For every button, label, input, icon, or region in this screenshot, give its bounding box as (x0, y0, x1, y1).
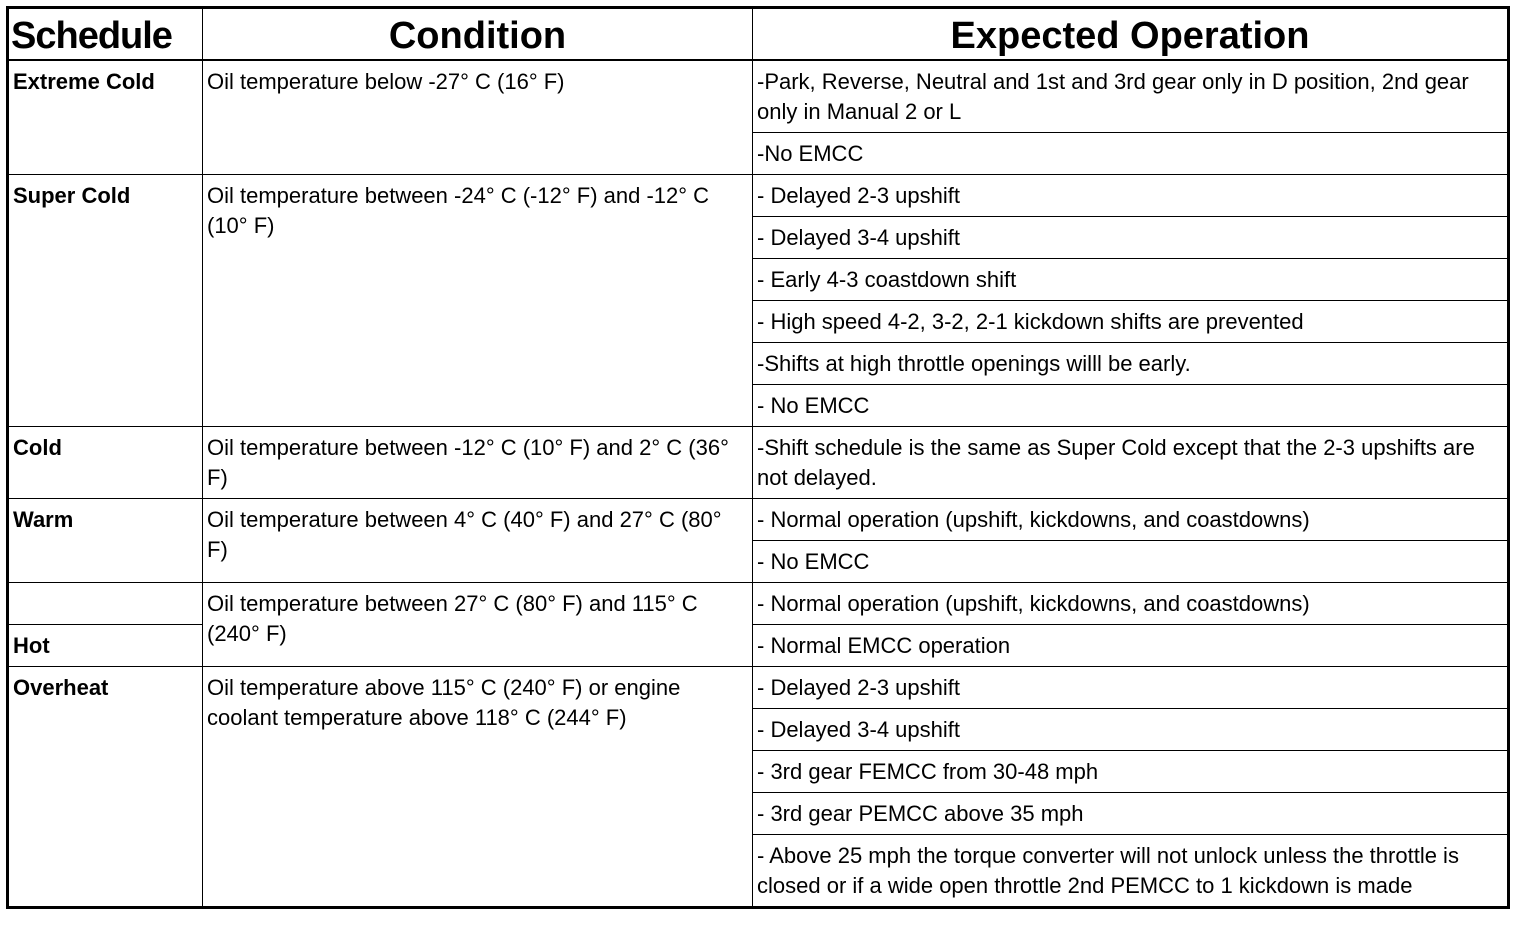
condition-cell: Oil temperature between -24° C (-12° F) and -12° C (10° F) (203, 175, 753, 427)
condition-cell: Oil temperature below -27° C (16° F) (203, 60, 753, 175)
schedule-cell: Cold (8, 427, 203, 499)
schedule-cell: Warm (8, 499, 203, 583)
table-row (8, 583, 1509, 625)
header-condition: Condition (203, 8, 753, 61)
operation-cell: -No EMCC (753, 133, 1509, 175)
header-expected-operation: Expected Operation (753, 8, 1509, 61)
operation-cell: -Shifts at high throttle openings willl be early. (753, 343, 1509, 385)
operation-cell: - High speed 4-2, 3-2, 2-1 kickdown shifts are prevented (753, 301, 1509, 343)
operation-cell: - Normal operation (upshift, kickdowns, and coastdowns) (753, 499, 1509, 541)
schedule-cell: Extreme Cold (8, 60, 203, 175)
operation-cell: - 3rd gear FEMCC from 30-48 mph (753, 751, 1509, 793)
operation-cell: -Shift schedule is the same as Super Cold except that the 2-3 upshifts are not delayed. (753, 427, 1509, 499)
condition-cell: Oil temperature above 115° C (240° F) or engine coolant temperature above 118° C (244° F) (203, 667, 753, 908)
schedule-cell-empty (8, 583, 203, 625)
operation-cell: -Park, Reverse, Neutral and 1st and 3rd gear only in D position, 2nd gear only in Manual 2 or L (753, 60, 1509, 133)
condition-cell: Oil temperature between 4° C (40° F) and 27° C (80° F) (203, 499, 753, 583)
shift-schedule-table (6, 6, 1510, 909)
condition-cell: Oil temperature between 27° C (80° F) and 115° C (240° F) (203, 583, 753, 667)
operation-cell: - Delayed 3-4 upshift (753, 217, 1509, 259)
operation-cell: - No EMCC (753, 541, 1509, 583)
condition-cell: Oil temperature between -12° C (10° F) and 2° C (36° F) (203, 427, 753, 499)
table-row (8, 499, 1509, 541)
operation-cell: - Normal EMCC operation (753, 625, 1509, 667)
operation-cell: - 3rd gear PEMCC above 35 mph (753, 793, 1509, 835)
schedule-cell: Super Cold (8, 175, 203, 427)
schedule-cell: Overheat (8, 667, 203, 908)
operation-cell: - Delayed 2-3 upshift (753, 667, 1509, 709)
schedule-cell: Hot (8, 625, 203, 667)
operation-cell: - Early 4-3 coastdown shift (753, 259, 1509, 301)
operation-cell: - Delayed 2-3 upshift (753, 175, 1509, 217)
schedule-table-container (6, 6, 1510, 909)
operation-cell: - Delayed 3-4 upshift (753, 709, 1509, 751)
table-row (8, 60, 1509, 133)
operation-cell: - No EMCC (753, 385, 1509, 427)
table-row (8, 667, 1509, 709)
table-row (8, 175, 1509, 217)
operation-cell: - Normal operation (upshift, kickdowns, and coastdowns) (753, 583, 1509, 625)
header-schedule: Schedule (8, 8, 203, 61)
table-header-row (8, 8, 1509, 61)
operation-cell: - Above 25 mph the torque converter will not unlock unless the throttle is closed or if a wide open throttle 2nd PEMCC to 1 kickdown is made (753, 835, 1509, 908)
table-row (8, 427, 1509, 499)
